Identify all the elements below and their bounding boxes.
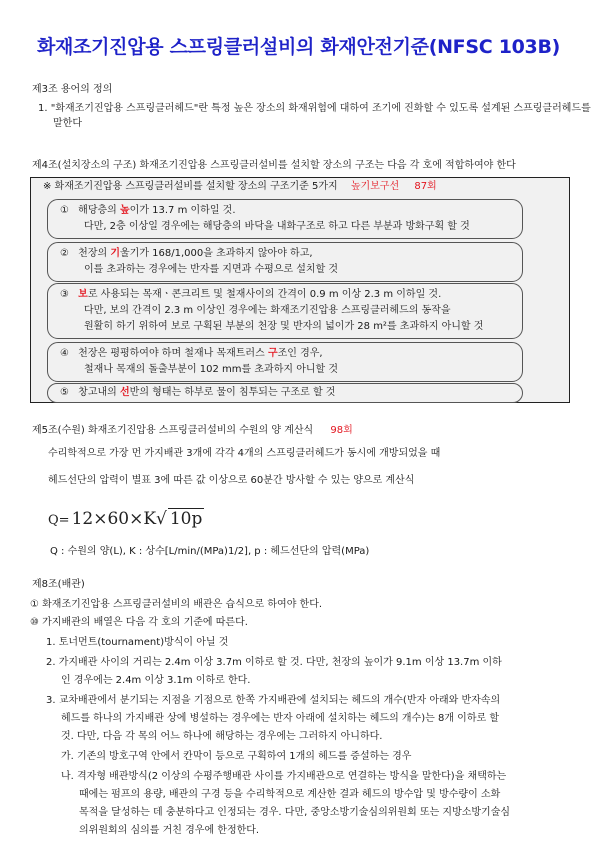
clause-10-item-3-line-1: 3. 교차배관에서 분기되는 지점을 기점으로 한쪽 가지배관에 설치되는 헤드의 개수(반자 아래와 반자속의 [46,695,501,706]
criteria-item-5-line-1 [60,386,335,400]
box-heading-text: ※ 화재조기진압용 스프링클러설비를 설치할 장소의 구조기준 5가지 [43,181,338,192]
item-text-a: 천장의 [78,248,111,259]
item-number: ③ [60,289,69,300]
clause-10-item-3-line-2: 헤드를 하나의 가지배관 상에 병설하는 경우에는 반자 아래에 설치하는 헤드의 개수)는 8개 이하로 할 [61,713,499,724]
item-text-b: 반의 형태는 하부로 물이 침투되는 구조로 할 것 [129,387,336,398]
exam-count: 98회 [330,425,353,436]
article-4-heading: 제4조(설치장소의 구조) 화재조기진압용 스프링클러설비를 설치할 장소의 구조는 다음 각 호에 적합하여야 한다 [32,160,516,171]
article-5-line-2: 헤드선단의 압력이 별표 3에 따른 값 이상으로 60분간 방사할 수 있는 양으로 계산식 [48,475,415,486]
criteria-item-4-line-2: 철재나 목재의 돌출부분이 102 mm를 초과하지 아니할 것 [84,364,339,375]
item-text-a: 천장은 평평하여야 하며 철재나 목재트러스 [78,348,268,359]
criteria-item-2-line-1 [60,247,313,261]
criteria-item-1 [47,199,523,239]
mnemonic-char: 구 [267,348,278,359]
formula-radicand: 10p [169,509,203,529]
water-volume-formula [48,508,204,529]
article-5-heading: 제5조(수원) 화재조기진압용 스프링클러설비의 수원의 양 계산식 [32,425,314,436]
formula-legend: Q : 수원의 양(L), K : 상수[L/min/(MPa)1/2], p : 헤드선단의 압력(MPa) [50,546,370,557]
article-5-heading-row [32,424,353,438]
clause-10-item-1: 1. 토너먼트(tournament)방식이 아닐 것 [46,637,229,648]
structure-criteria-box [30,177,570,403]
mnemonic-char: 보 [78,289,88,300]
item-text-b: 조인 경우, [277,348,323,359]
article-3-item-1-line-1: 1. "화재조기진압용 스프링클러헤드"란 특정 높은 장소의 화재위험에 대하여 조기에 진화할 수 있도록 설계된 스프링클러헤드를 [38,103,591,114]
criteria-item-2 [47,242,523,282]
mnemonic-char: 높 [119,205,130,216]
article-8-clause-10: ⑩ 가지배관의 배열은 다음 각 호의 기준에 따른다. [30,617,248,628]
item-number: ⑤ [60,387,69,398]
formula-lhs: Q= [48,513,70,528]
criteria-item-2-line-2: 이를 초과하는 경우에는 반자를 지면과 수평으로 설치할 것 [84,264,339,275]
sub-item-na-line-2: 때에는 펌프의 용량, 배관의 구경 등을 수리학적으로 계산한 결과 헤드의 방수압 및 방수량이 소화 [79,789,501,800]
item-text-a: 해당층의 [78,205,120,216]
item-text-b: 울기가 168/1,000을 초과하지 않아야 하고, [120,248,313,259]
article-3-heading: 제3조 용어의 정의 [32,84,113,95]
item-number: ④ [60,348,69,359]
mnemonic: 높기보구선 [350,181,400,192]
sqrt-sign: √ [156,509,167,529]
criteria-item-4-line-1 [60,347,323,361]
criteria-item-3-line-1 [60,288,441,302]
mnemonic-char: 기 [110,248,120,259]
sub-item-na-line-1: 나. 격자형 배관방식(2 이상의 수평주행배관 사이를 가지배관으로 연결하는 방식을 말한다)을 채택하는 [61,771,507,782]
article-3-item-1-line-2: 말한다 [53,118,82,129]
mnemonic-char: 선 [119,387,130,398]
clause-10-item-3-line-3: 것. 다만, 다음 각 목의 어느 하나에 해당하는 경우에는 그러하지 아니하다. [61,731,383,742]
criteria-item-5 [47,383,523,403]
sub-item-na-line-3: 목적을 달성하는 데 충분하다고 인정되는 경우. 다만, 중앙소방기술심의위원회 또는 지방소방기술심 [79,807,511,818]
criteria-item-1-line-1 [60,204,236,218]
criteria-item-3-line-2: 다만, 보의 간격이 2.3 m 이상인 경우에는 화재조기진압용 스프링클러헤드의 동작을 [84,305,451,316]
item-text-b: 로 사용되는 목재ㆍ콘크리트 및 철재사이의 간격이 0.9 m 이상 2.3 m 이하일 것. [87,289,442,300]
criteria-item-1-line-2: 다만, 2층 이상일 경우에는 해당층의 바닥을 내화구조로 하고 다른 부분과 방화구획 할 것 [84,221,470,232]
criteria-item-3-line-3: 원활히 하기 위하여 보로 구획된 부분의 천장 및 반자의 넓이가 28 m²를 초과하지 아니할 것 [84,321,484,332]
formula-rhs: 12×60×K [71,509,157,529]
box-heading [43,180,437,194]
clause-10-item-2-line-2: 인 경우에는 2.4m 이상 3.1m 이하로 한다. [61,675,251,686]
criteria-item-4 [47,342,523,382]
exam-count: 87회 [414,181,437,192]
clause-10-item-2-line-1: 2. 가지배관 사이의 거리는 2.4m 이상 3.7m 이하로 할 것. 다만, 천장의 높이가 9.1m 이상 13.7m 이하 [46,657,502,668]
article-8-heading: 제8조(배관) [32,579,85,590]
sub-item-na-line-4: 의위원회의 심의를 거친 경우에 한정한다. [79,825,260,836]
article-8-clause-1: ① 화재조기진압용 스프링클러설비의 배관은 습식으로 하여야 한다. [30,599,323,610]
criteria-item-3 [47,283,523,339]
item-text-a: 창고내의 [78,387,120,398]
sub-item-ga: 가. 기존의 방호구역 안에서 칸막이 등으로 구획하여 1개의 헤드를 증설하는 경우 [61,751,412,762]
article-5-line-1: 수리학적으로 가장 먼 가지배관 3개에 각각 4개의 스프링클러헤드가 동시에 개방되었을 때 [48,448,441,459]
page-title: 화재조기진압용 스프링클러설비의 화재안전기준(NFSC 103B) [36,36,561,58]
item-number: ② [60,248,69,259]
item-number: ① [60,205,69,216]
item-text-b: 이가 13.7 m 이하일 것. [129,205,236,216]
